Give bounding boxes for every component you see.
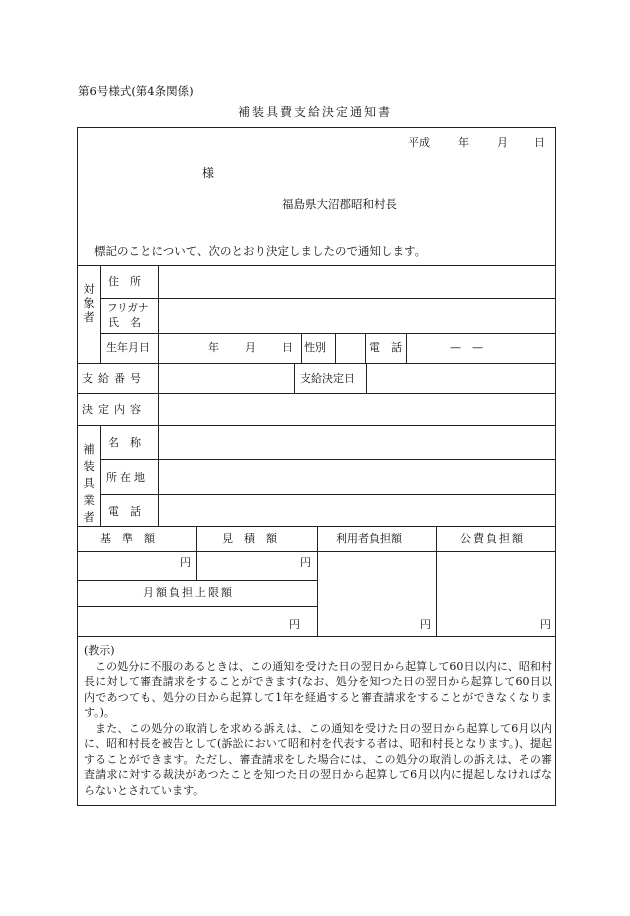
rule-h5	[77, 393, 556, 394]
notes-paragraph-1: この処分に不服のあるときは、この通知を受けた日の翌日から起算して60日以内に、昭和村長に対して審査請求をすることができます(なお、処分を知つた日の翌日から起算して60日以内であつても、処分の日から起算して1年を経過すると審査請求をすることができなくなります。)。	[84, 659, 552, 719]
label-sex: 性別	[304, 341, 326, 354]
label-vendor-phone: 電 話	[108, 505, 141, 518]
label-vendor-name: 名 称	[108, 436, 141, 449]
rule-h11	[77, 580, 317, 581]
recipient-honorific: 様	[202, 166, 215, 180]
label-name: 氏 名	[108, 316, 141, 329]
rule-v-sex-right	[335, 333, 336, 363]
rule-h1	[77, 265, 556, 266]
label-vendor-location: 所在地	[106, 471, 148, 484]
header-public-share: 公費負担額	[460, 532, 525, 545]
notes-label: (教示)	[84, 644, 115, 657]
rule-h12	[77, 606, 317, 607]
notes-section	[84, 643, 552, 798]
rule-v-vendor-group	[100, 425, 101, 526]
label-decision-date: 支給決定日	[300, 372, 355, 385]
rule-h2	[100, 298, 556, 299]
rule-h6	[77, 425, 556, 426]
header-estimate-amount: 見 積 額	[222, 532, 277, 545]
rule-v-decision-date-left	[294, 363, 295, 393]
rule-h4	[77, 363, 556, 364]
yen-estimate: 円	[300, 556, 311, 569]
rule-v-amount-3	[436, 526, 437, 636]
document-title: 補装具費支給決定通知書	[237, 105, 392, 119]
rule-v-amount-1	[196, 526, 197, 580]
rule-h3	[100, 333, 556, 334]
label-furigana: フリガナ	[107, 302, 149, 314]
label-phone: 電 話	[369, 341, 402, 354]
rule-h8	[100, 494, 556, 495]
rule-v-sex-left	[301, 333, 302, 363]
birth-month: 月	[245, 341, 256, 354]
rule-h13	[77, 636, 556, 637]
rule-v-subject-labels	[158, 265, 159, 363]
issue-date	[408, 136, 545, 150]
date-month: 月	[497, 136, 508, 149]
birth-year: 年	[208, 341, 219, 354]
date-era: 平成	[408, 136, 430, 149]
label-monthly-cap: 月額負担上限額	[143, 586, 234, 599]
rule-v-phone-right	[406, 333, 407, 363]
date-year: 年	[458, 136, 469, 149]
label-payment-number: 支給番号	[82, 372, 146, 385]
rule-v-phone-left	[365, 333, 366, 363]
subject-group-label: 対象者	[83, 282, 95, 324]
rule-h7	[100, 459, 556, 460]
label-birthdate: 生年月日	[106, 341, 150, 354]
rule-v-subject-group	[100, 265, 101, 363]
date-day: 日	[534, 136, 545, 149]
intro-text: 標記のことについて、次のとおり決定しましたので通知します。	[94, 244, 427, 258]
yen-public-share: 円	[540, 618, 551, 631]
header-base-amount: 基 準 額	[100, 532, 155, 545]
yen-base: 円	[180, 556, 191, 569]
label-address: 住 所	[108, 275, 141, 288]
rule-v-decision-date-right	[366, 363, 367, 393]
label-decision-content: 決定内容	[82, 403, 146, 416]
issuer-name: 福島県大沼郡昭和村長	[282, 197, 397, 211]
rule-v-payment-labels	[158, 363, 159, 425]
rule-v-vendor-labels	[158, 425, 159, 526]
header-user-share: 利用者負担額	[336, 532, 402, 545]
yen-monthly-cap: 円	[289, 618, 300, 631]
form-number: 第6号様式(第4条関係)	[78, 84, 194, 98]
birth-day: 日	[282, 341, 293, 354]
yen-user-share: 円	[420, 618, 431, 631]
notes-paragraph-2: また、この処分の取消しを求める訴えは、この通知を受けた日の翌日から起算して6月以内に、昭和村長を被告として(訴訟において昭和村を代表する者は、昭和村長となります。)、提起することができます。ただし、審査請求をした場合には、この処分の取消しの訴えは、その審査請求に対する裁決があつたことを知つた日の翌日から起算して6月以内に提起しなければならないとされています。	[84, 721, 552, 797]
phone-dashes: — —	[450, 341, 483, 354]
vendor-group-label: 補装具業者	[83, 442, 95, 524]
rule-v-amount-2	[317, 526, 318, 636]
